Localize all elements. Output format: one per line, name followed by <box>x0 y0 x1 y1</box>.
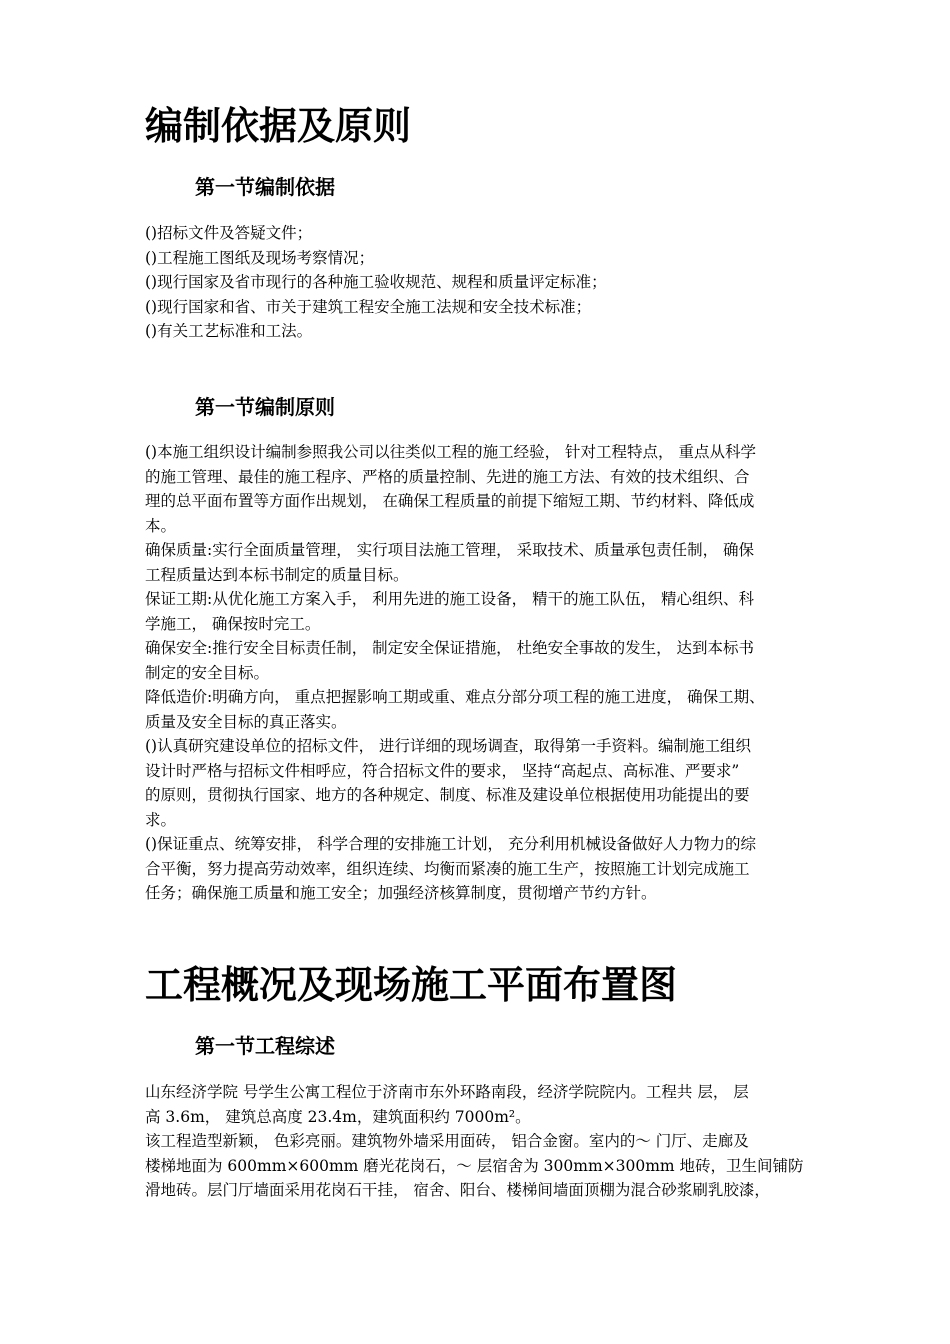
chapter-title: 编制依据及原则 <box>145 103 412 148</box>
overview-body <box>145 1080 825 1203</box>
text-line: 工程质量达到本标书制定的质量目标。 <box>145 565 409 584</box>
text-line: 的原则，贯彻执行国家、地方的各种规定、制度、标准及建设单位根据使用功能提出的要 <box>145 786 750 804</box>
section-heading: 第一节编制原则 <box>195 395 335 419</box>
text-line: 求。 <box>145 810 177 829</box>
text-line: 确保质量:实行全面质量管理， 实行项目法施工管理， 采取技术、质量承包责任制， 确保 <box>145 541 755 559</box>
text-line: 山东经济学院 号学生公寓工程位于济南市东外环路南段，经济学院院内。工程共 层， 层 <box>145 1083 749 1101</box>
list-item: ()有关工艺标准和工法。 <box>145 322 313 340</box>
text-line: 楼梯地面为 600mm×600mm 磨光花岗石，～ 层宿舍为 300mm×300mm 地砖，卫生间铺防 <box>145 1156 804 1175</box>
text-line: 制定的安全目标。 <box>145 663 270 682</box>
text-line: 质量及安全目标的真正落实。 <box>145 712 347 731</box>
text-line: 保证工期:从优化施工方案入手， 利用先进的施工设备， 精干的施工队伍， 精心组织、科 <box>145 590 755 608</box>
text-line: 合平衡，努力提高劳动效率，组织连续、均衡而紧凑的施工生产，按照施工计划完成施工 <box>145 859 750 878</box>
text-line: 的施工管理、最佳的施工程序、严格的质量控制、先进的施工方法、有效的技术组织、合 <box>145 467 750 486</box>
text-line: 降低造价:明确方向， 重点把握影响工期或重、难点分部分项工程的施工进度， 确保工期、 <box>145 688 765 706</box>
section-heading: 第一节编制依据 <box>195 175 335 199</box>
text-line: 本。 <box>145 516 177 535</box>
text-line: 任务；确保施工质量和施工安全；加强经济核算制度，贯彻增产节约方针。 <box>145 884 657 902</box>
text-line: ()保证重点、统筹安排， 科学合理的安排施工计划， 充分利用机械设备做好人力物力的综 <box>145 835 756 853</box>
chapter-title: 工程概况及现场施工平面布置图 <box>145 962 678 1007</box>
text-line: 学施工， 确保按时完工。 <box>145 614 321 633</box>
basis-list <box>145 221 825 344</box>
list-item: ()工程施工图纸及现场考察情况； <box>145 248 375 267</box>
principles-body <box>145 440 825 906</box>
text-line: 确保安全:推行安全目标责任制， 制定安全保证措施， 杜绝安全事故的发生， 达到本标书 <box>145 639 755 657</box>
text-line: 高 3.6m， 建筑总高度 23.4m，建筑面积约 7000m²。 <box>145 1107 531 1126</box>
text-line: ()本施工组织设计编制参照我公司以往类似工程的施工经验， 针对工程特点， 重点从科学 <box>145 443 756 461</box>
text-line: ()认真研究建设单位的招标文件， 进行详细的现场调查，取得第一手资料。编制施工组织 <box>145 737 752 755</box>
list-item: ()招标文件及答疑文件； <box>145 224 313 242</box>
list-item: ()现行国家及省市现行的各种施工验收规范、规程和质量评定标准； <box>145 273 607 291</box>
text-line: 滑地砖。层门厅墙面采用花岗石干挂， 宿舍、阳台、楼梯间墙面顶棚为混合砂浆刷乳胶漆， <box>145 1181 770 1199</box>
text-line: 设计时严格与招标文件相呼应，符合招标文件的要求， 坚持“高起点、高标准、严要求” <box>145 761 740 780</box>
list-item: ()现行国家和省、市关于建筑工程安全施工法规和安全技术标准； <box>145 297 592 316</box>
text-line: 该工程造型新颖， 色彩亮丽。建筑物外墙采用面砖， 铝合金窗。室内的～ 门厅、走廊及 <box>145 1132 749 1150</box>
section-heading: 第一节工程综述 <box>195 1034 335 1058</box>
text-line: 理的总平面布置等方面作出规划， 在确保工程质量的前提下缩短工期、节约材料、降低成 <box>145 492 755 510</box>
